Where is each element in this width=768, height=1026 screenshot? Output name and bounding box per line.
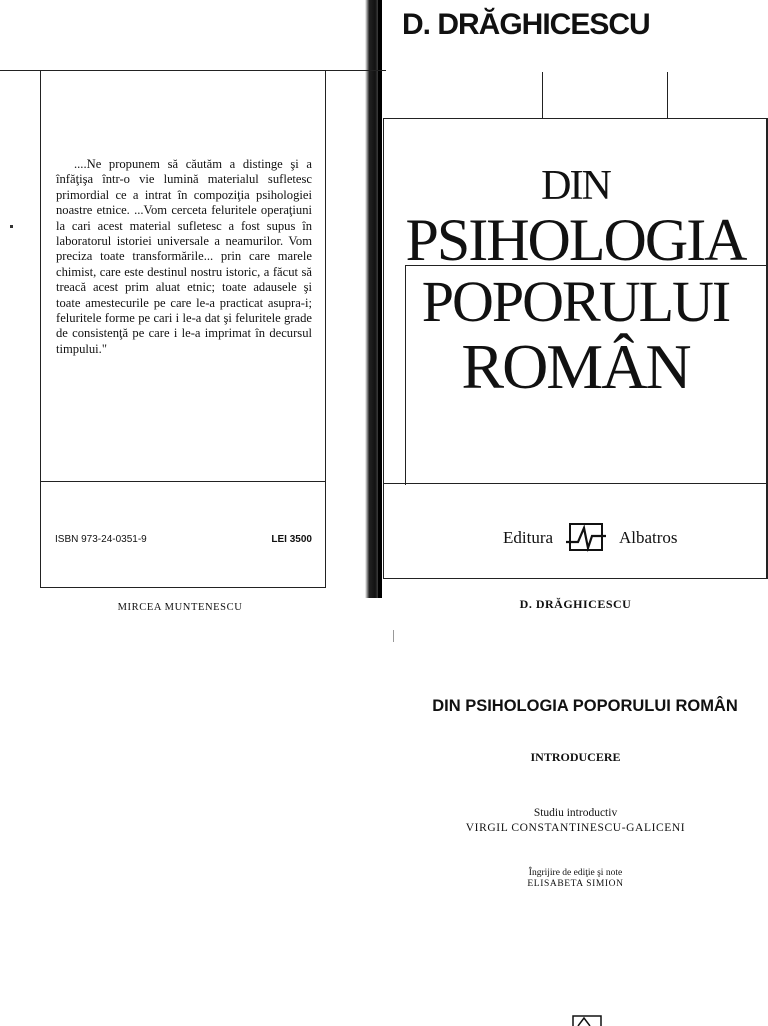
cover-title-line-1: DIN bbox=[541, 163, 610, 209]
cover-publisher bbox=[383, 510, 768, 560]
cover-band-rule bbox=[0, 70, 386, 71]
publisher-name-right: Albatros bbox=[619, 528, 678, 547]
cover-bracket bbox=[542, 72, 668, 119]
price-label: LEI 3500 bbox=[271, 534, 312, 545]
cover-title-line-2: PSIHOLOGIA bbox=[405, 207, 746, 273]
cover-title-line-4: ROMÂN bbox=[461, 331, 690, 402]
cover-frame-bottom bbox=[383, 578, 768, 579]
left-credit: MIRCEA MUNTENESCU bbox=[117, 602, 243, 613]
cover-author-band bbox=[382, 0, 768, 70]
albatros-logo-icon bbox=[566, 520, 606, 554]
publisher-logo-icon bbox=[570, 1014, 604, 1026]
back-cover bbox=[40, 70, 326, 588]
cover-title-line-3: POPORULUI bbox=[421, 269, 730, 334]
study-author: VIRGIL CONSTANTINESCU-GALICENI bbox=[465, 822, 686, 834]
title-page-author: D. DRĂGHICESCU bbox=[519, 597, 632, 611]
cover-author-name: D. DRĂGHICESCU bbox=[402, 8, 650, 41]
title-page-care bbox=[383, 868, 768, 890]
care-author: ELISABETA SIMION bbox=[527, 879, 624, 889]
scan-speck bbox=[10, 225, 13, 228]
title-page-title: DIN PSIHOLOGIA POPORULUI ROMÂN bbox=[432, 697, 738, 715]
care-label: Îngrijire de ediţie şi note bbox=[528, 868, 623, 878]
title-page-subtitle: INTRODUCERE bbox=[530, 750, 621, 764]
back-cover-quote: ....Ne propunem să căutăm a distinge şi a înfăţişa într-o vie lumină materialul sufletesc primordial ce a intrat în compoziţia psihologiei noastre etnice. ...Vom cerceta feluritele operaţiuni la cari acest material sufletesc a fost supus în laboratorul istoriei universale a neamurilor. Vom preciza toate transformările... prin care marele chimist, care este destinul nostru istoric, a făcut să treacă acest prim aluat etnic; toate adausele şi toate amestecurile pe care le-a practicat asupra-i; feluritele forme pe cari i le-a dat şi feluritele grade de consistenţă pe care i le-a imprimat în decursul timpului." bbox=[56, 157, 312, 356]
back-cover-divider bbox=[41, 481, 325, 482]
cover-title-rule bbox=[383, 483, 768, 484]
scan-mark bbox=[393, 630, 394, 642]
study-label: Studiu introductiv bbox=[533, 807, 618, 819]
cover-frame-top bbox=[383, 118, 768, 119]
title-page-study bbox=[383, 806, 768, 836]
book-spine-edge bbox=[378, 0, 382, 598]
publisher-name-left: Editura bbox=[503, 528, 554, 547]
isbn-label: ISBN 973-24-0351-9 bbox=[55, 534, 147, 545]
